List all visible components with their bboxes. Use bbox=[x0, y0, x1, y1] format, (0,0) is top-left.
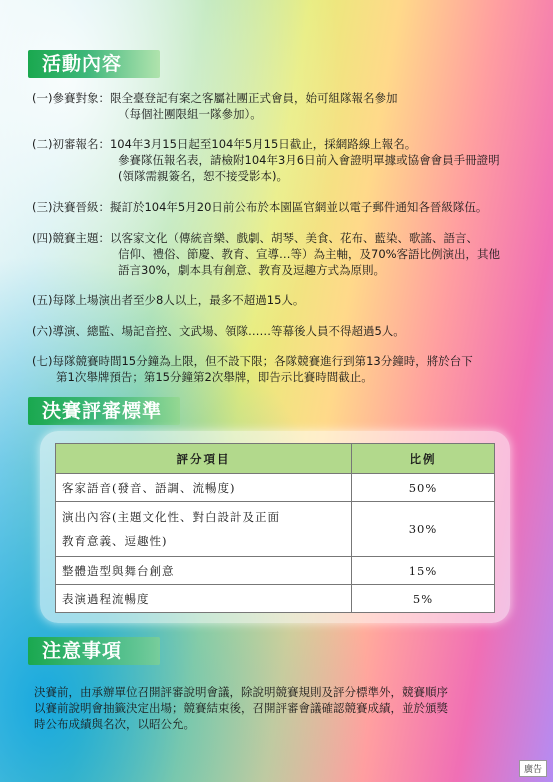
table-row bbox=[56, 474, 495, 502]
ratio-cell: 15% bbox=[352, 557, 495, 585]
table-header-row bbox=[56, 444, 495, 474]
item-text: 參賽隊伍報名表，請檢附104年3月6日前入會證明單據或協會會員手冊證明 bbox=[118, 153, 500, 167]
item-finals bbox=[32, 199, 537, 215]
judging-table-panel bbox=[40, 431, 510, 623]
item-participants bbox=[32, 90, 537, 122]
section-title-judging: 決賽評審標準 bbox=[28, 397, 180, 425]
item-theme bbox=[32, 230, 537, 278]
item-text: 擬訂於104年5月20日前公布於本園區官網並以電子郵件通知各晉級隊伍。 bbox=[109, 200, 488, 214]
ad-label: 廣告 bbox=[519, 760, 547, 777]
ratio-cell: 5% bbox=[352, 585, 495, 613]
judging-criteria-table bbox=[55, 443, 495, 613]
item-label: (一)參賽對象： bbox=[32, 91, 110, 105]
item-text: (領隊需親簽名，恕不接受影本)。 bbox=[118, 169, 288, 183]
section-title-notes: 注意事項 bbox=[28, 637, 160, 665]
section-title-activity: 活動內容 bbox=[28, 50, 160, 78]
item-text: 以客家文化（傳統音樂、戲劇、胡琴、美食、花布、藍染、歌謠、語言、 bbox=[109, 231, 478, 245]
item-text: 104年3月15日起至104年5月15日截止，採網路線上報名。 bbox=[109, 137, 417, 151]
notes-line: 以賽前說明會抽籤決定出場；競賽結束後，召開評審會議確認競賽成績，並於頒獎 bbox=[34, 701, 448, 715]
item-text: （每個社團限組一隊參加）。 bbox=[118, 107, 262, 121]
item-text: 第1次舉牌預告；第15分鐘第2次舉牌，即告示比賽時間截止。 bbox=[56, 370, 373, 384]
ratio-cell: 30% bbox=[352, 502, 495, 557]
table-header-ratio: 比例 bbox=[352, 444, 495, 474]
item-label: (三)決賽晉級： bbox=[32, 200, 110, 214]
criterion-cell: 整體造型與舞台創意 bbox=[56, 557, 352, 585]
table-row bbox=[56, 557, 495, 585]
item-text: 信仰、禮俗、節慶、教育、宣導…等）為主軸，及70%客語比例演出，其他 bbox=[118, 247, 501, 261]
criterion-line: 教育意義、逗趣性) bbox=[62, 534, 168, 548]
ratio-cell: 50% bbox=[352, 474, 495, 502]
criterion-line: 演出內容(主題文化性、對白設計及正面 bbox=[62, 510, 280, 524]
item-text: 語言30%，劇本具有創意、教育及逗趣方式為原則。 bbox=[118, 263, 386, 277]
table-header-item: 評分項目 bbox=[56, 444, 352, 474]
item-time-limit bbox=[32, 353, 537, 385]
notes-line: 決賽前，由承辦單位召開評審說明會議，除說明競賽規則及評分標準外，競賽順序 bbox=[34, 685, 448, 699]
item-text: (六)導演、總監、場記音控、文武場、領隊……等幕後人員不得超過5人。 bbox=[32, 324, 405, 338]
notes-paragraph bbox=[34, 684, 514, 732]
notes-line: 時公布成績與名次，以昭公允。 bbox=[34, 717, 195, 731]
item-label: (四)競賽主題： bbox=[32, 231, 110, 245]
item-text: (七)每隊競賽時間15分鐘為上限，但不設下限；各隊競賽進行到第13分鐘時，將於台下 bbox=[32, 354, 473, 368]
item-text: 限全臺登記有案之客屬社團正式會員，始可組隊報名參加 bbox=[109, 91, 398, 105]
item-staff bbox=[32, 323, 537, 339]
criterion-cell: 客家語音(發音、語調、流暢度) bbox=[56, 474, 352, 502]
item-team-size bbox=[32, 292, 537, 308]
table-row bbox=[56, 585, 495, 613]
criterion-cell: 表演過程流暢度 bbox=[56, 585, 352, 613]
table-row bbox=[56, 502, 495, 557]
item-text: (五)每隊上場演出者至少8人以上，最多不超過15人。 bbox=[32, 293, 305, 307]
item-registration bbox=[32, 136, 537, 184]
criterion-cell bbox=[56, 502, 352, 557]
item-label: (二)初審報名： bbox=[32, 137, 110, 151]
